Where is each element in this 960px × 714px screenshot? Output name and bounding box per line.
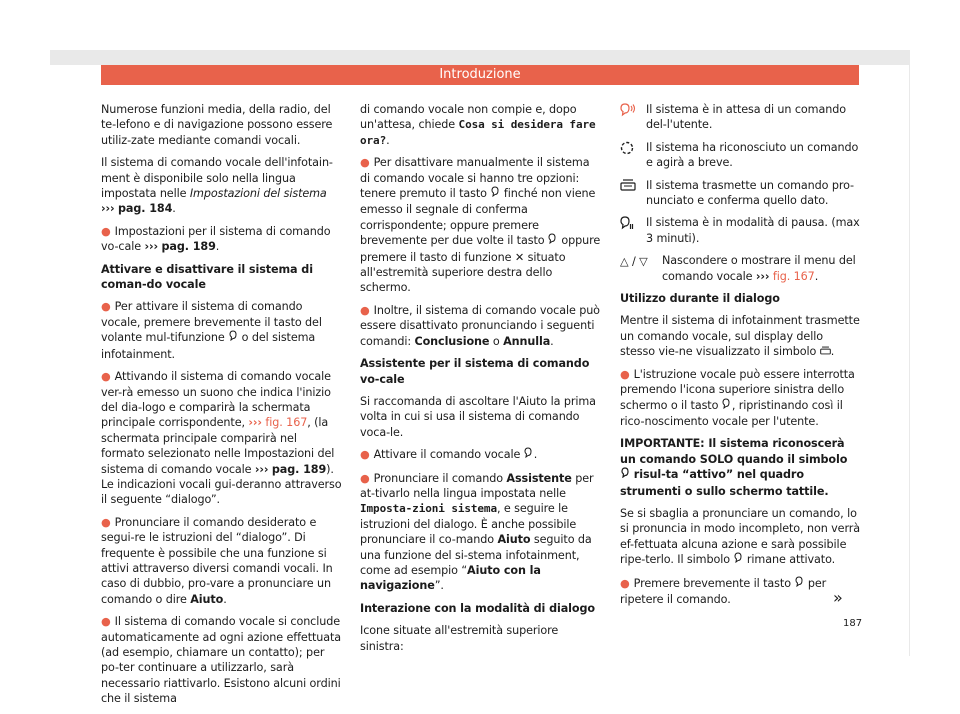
bullet-icon: ● <box>101 370 111 384</box>
section-heading: Assistente per il sistema di comando vo-cale <box>360 357 590 386</box>
command-word: Assistente <box>506 471 572 485</box>
paragraph: Si raccomanda di ascoltare l'Aiuto la prima volta in cui si usa il sistema di comando voca-le. <box>360 394 596 439</box>
text: di comando vocale non compie e, dopo un'attesa, chiede <box>360 103 577 132</box>
voice-command-icon <box>228 330 238 346</box>
voice-command-icon <box>620 102 646 133</box>
icon-legend-item <box>620 178 860 209</box>
menu-path: Impostazioni del sistema <box>189 187 327 201</box>
text: L'istruzione vocale può essere interrotta premendo l'icona superiore sinistra dello schermo o il tasto <box>620 367 855 412</box>
bullet-item <box>620 576 860 608</box>
bullet-icon: ● <box>620 367 630 381</box>
text: Pronunciare il comando desiderato e segui-re le istruzioni del “dialogo”. Di frequente è possibile che una funzione si attivi attraverso diversi comandi vocali. In caso di dubbio, pro-vare a pronunciare un comando o dire <box>101 515 333 606</box>
text: , e seguire le istruzioni del dialogo. È anche possibile pronunciare il co-mando <box>360 502 577 547</box>
text: o <box>489 334 504 348</box>
text: Attivando il sistema di comando vocale ver-rà emesso un suono che indica l'inizio del dia-logo e comparirà la schermata principale corrispondente, <box>101 370 331 430</box>
text: o del sistema infotainment. <box>101 331 316 361</box>
figure-link[interactable]: fig. 167 <box>265 416 308 430</box>
text: Impostazioni per il sistema di comando vo-cale <box>101 224 331 254</box>
text: Nascondere o mostrare il menu del comando vocale <box>662 254 856 283</box>
text: , (la schermata principale comparirà nel formato selezionato nelle Impostazioni del sistema di comando vocale <box>101 416 335 476</box>
bullet-item <box>101 614 343 706</box>
continue-marker: » <box>833 588 843 607</box>
text: risul-ta “attivo” nel quadro strumenti o sullo schermo tattile. <box>620 468 829 498</box>
legend-text: Nascondere o mostrare il menu del comando vocale ››› fig. 167. <box>662 254 856 283</box>
text: ”. <box>434 579 444 593</box>
voice-command-icon <box>620 467 630 483</box>
ref-arrow-icon: ››› <box>254 462 269 476</box>
voice-command-icon <box>490 186 500 202</box>
text: Il sistema di comando vocale si conclude automaticamente ad ogni azione effettuata (ad esempio, chiamare un contatto); per po-ter continuare a utilizzarlo, sarà necessario riattivarlo. Esistono alcuni ordini che il sistema <box>101 615 342 706</box>
text: ). Le indicazioni vocali gui-deranno attraverso il seguente “dialogo”. <box>101 462 342 507</box>
page-ref: pag. 184 <box>118 202 173 216</box>
ref-arrow-icon: ››› <box>755 269 770 283</box>
ref-arrow-icon: ››› <box>101 202 115 216</box>
bullet-item: ● Pronunciare il comando desiderato e segui-re le istruzioni del “dialogo”. Di frequente è possibile che una funzione si attivi attraverso diversi comandi vocali. In caso di dubbio, pro-vare a pronunciare un comando o dire Aiuto. <box>101 515 333 606</box>
ref-arrow-icon: ››› <box>144 240 159 254</box>
bullet-item <box>101 299 343 362</box>
text: per at-tivarlo nella lingua impostata nelle <box>360 471 594 500</box>
text: Il sistema di comando vocale dell'infotain-ment è disponibile solo nella lingua impostata nelle <box>101 156 333 201</box>
paragraph: Il sistema di comando vocale dell'infotain-ment è disponibile solo nella lingua impostata nelle Impostazioni del sistema ››› pag. 184. <box>101 156 333 216</box>
bullet-icon: ● <box>101 224 111 238</box>
command-word: Aiuto <box>497 533 531 547</box>
transmit-icon <box>620 178 646 209</box>
text: rimane attivato. <box>746 553 836 567</box>
section-header: Introduzione <box>101 65 859 85</box>
close-icon: ✕ <box>514 250 525 264</box>
page-ref: pag. 189 <box>271 462 327 476</box>
text: finché non viene emesso il segnale di conferma corrispondente; oppure premere brevemente per due volte il tasto <box>360 187 596 248</box>
legend-text: Il sistema ha riconosciuto un comando e agirà a breve. <box>646 140 859 170</box>
bullet-item: ● Attivare il comando vocale . <box>360 447 602 463</box>
text: oppure premere il tasto di funzione <box>360 234 601 264</box>
page-number: 187 <box>843 618 863 629</box>
paragraph: Numerose funzioni media, della radio, del te-lefono e di navigazione possono essere utiliz-zate mediante comandi vocali. <box>101 103 333 147</box>
figure-link[interactable]: fig. 167 <box>772 269 815 283</box>
bullet-item <box>620 367 860 430</box>
triangle-up-icon: △ <box>620 255 629 269</box>
system-prompt: Cosa si desidera fare ora? <box>360 118 596 147</box>
text: Pronunciare il comando <box>373 471 507 485</box>
text: Mentre il sistema di infotainment trasmette un comando vocale, sul display dello stesso vie-ne visualizzato il simbolo <box>620 314 860 359</box>
column-2 <box>360 102 602 661</box>
text: Se si sbaglia a pronunciare un comando, lo si pronuncia in modo incompleto, non verrà ef-fettuata alcuna azione e sarà possibile ripe-terlo. Il simbolo <box>620 506 861 567</box>
bullet-icon: ● <box>101 515 111 529</box>
bullet-icon: ● <box>620 576 630 590</box>
command-word: Conclusione <box>414 334 490 348</box>
bullet-icon: ● <box>360 448 370 462</box>
icon-legend-item <box>620 253 860 284</box>
bullet-item <box>360 155 602 296</box>
text: per ripetere il comando. <box>620 576 827 606</box>
column-3 <box>620 102 860 614</box>
section-heading: Attivare e disattivare il sistema di coman-do vocale <box>101 262 313 292</box>
voice-command-icon <box>794 576 804 592</box>
text: IMPORTANTE: Il sistema riconoscerà un comando SOLO quando il simbolo <box>620 437 848 466</box>
paragraph: di comando vocale non compie e, dopo un'attesa, chiede Cosa si desidera fare ora?. <box>360 103 596 147</box>
paragraph <box>620 506 860 569</box>
voice-command-icon <box>733 552 743 568</box>
icon-legend-item <box>620 140 860 171</box>
text: Premere brevemente il tasto <box>633 576 791 590</box>
column-1 <box>101 102 343 714</box>
page-ref: pag. 189 <box>161 240 216 254</box>
section-heading: Utilizzo durante il dialogo <box>620 292 780 306</box>
paragraph: Mentre il sistema di infotainment trasmette un comando vocale, sul display dello stesso vie-ne visualizzato il simbolo . <box>620 314 860 359</box>
icon-legend-item <box>620 215 860 246</box>
bullet-icon: ● <box>101 615 111 629</box>
text: Per attivare il sistema di comando vocale, premere brevemente il tasto del volante mul-tifunzione <box>101 300 322 345</box>
icon-legend-item <box>620 102 860 133</box>
text: seguito da una funzione del si-stema infotainment, come ad esempio “ <box>360 533 592 577</box>
text: Per disattivare manualmente il sistema di comando vocale si hanno tre opzioni: tenere premuto il tasto <box>360 156 590 201</box>
text: Inoltre, il sistema di comando vocale può essere disattivato pronunciando i seguenti comandi: <box>360 303 600 348</box>
triangle-icons: △ / ▽ <box>620 255 648 269</box>
transmit-icon <box>820 345 831 358</box>
bullet-icon: ● <box>360 471 370 485</box>
bullet-item: ● Impostazioni per il sistema di comando vo-cale ››› pag. 189. <box>101 224 331 254</box>
text: situato all'estremità superiore destra dello schermo. <box>360 250 566 295</box>
bullet-icon: ● <box>360 303 370 317</box>
voice-command-icon <box>524 447 534 463</box>
triangle-down-icon: ▽ <box>639 255 648 269</box>
legend-text: Il sistema è in modalità di pausa. (max 3 minuti). <box>646 216 860 245</box>
command-word: Aiuto con la navigazione <box>360 563 541 593</box>
text: , ripristinando così il rico-noscimento vocale per l'utente. <box>620 398 843 428</box>
voice-command-icon <box>548 233 558 249</box>
bullet-icon: ● <box>101 300 111 314</box>
voice-command-icon <box>722 398 732 414</box>
bullet-item <box>101 369 343 508</box>
section-heading: Interazione con la modalità di dialogo <box>360 601 595 615</box>
ref-arrow-icon: ››› <box>248 416 262 430</box>
important-note <box>620 436 860 499</box>
command-word: Annulla <box>503 334 551 348</box>
bullet-item: ● Inoltre, il sistema di comando vocale può essere disattivato pronunciando i seguenti comandi: Conclusione o Annulla. <box>360 303 600 348</box>
menu-path: Imposta-zioni sistema <box>360 502 497 516</box>
processing-icon <box>620 140 646 171</box>
command-word: Aiuto <box>190 592 224 606</box>
legend-text: Il sistema trasmette un comando pro-nunciato e conferma quello dato. <box>646 178 854 208</box>
legend-text: Il sistema è in attesa di un comando del-l'utente. <box>646 103 846 132</box>
pause-icon <box>620 215 646 246</box>
bullet-item <box>360 471 602 594</box>
bullet-icon: ● <box>360 156 370 170</box>
paragraph: Icone situate all'estremità superiore sinistra: <box>360 624 559 653</box>
text: Attivare il comando vocale <box>373 448 521 462</box>
